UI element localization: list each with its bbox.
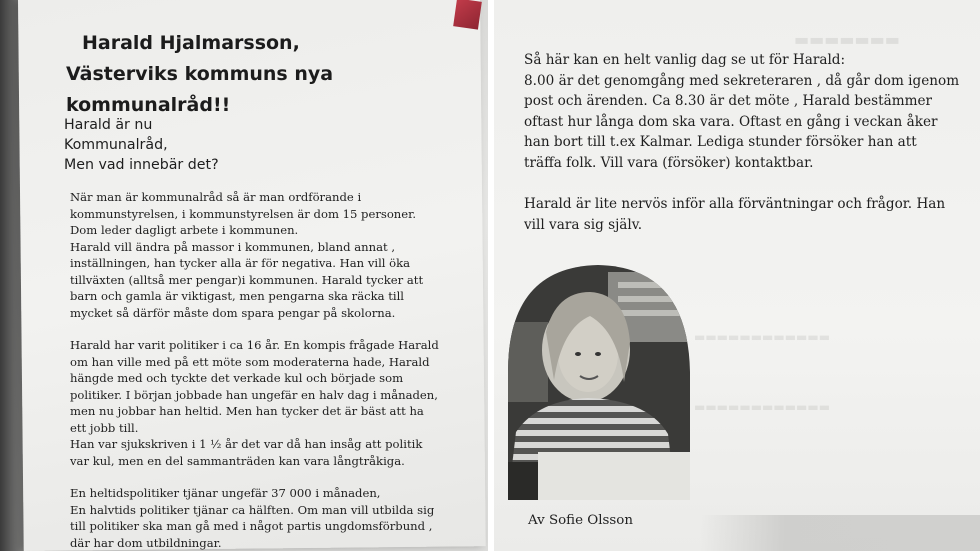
byline: Av Sofie Olsson	[528, 513, 633, 528]
title-line-3: kommunalråd!!	[66, 94, 231, 116]
right-paragraph-1: Så här kan en helt vanlig dag se ut för Harald: 8.00 är det genomgång med sekreteraren , då går dom igenom post och ärenden. Ca 8.30 är det möte , Harald bestämmer oftast hur långa dom ska vara. Oftast en gång i veckan åker han bort till t.ex Kalmar. Lediga stunder försöker han att träffa folk. Vill vara (försöker) kontaktbar.	[524, 52, 960, 171]
article-subtitle: Harald är nu Kommunalråd, Men vad innebär det?	[64, 117, 219, 173]
left-paragraph-3: En heltidspolitiker tjänar ungefär 37 000 i månaden, En halvtids politiker tjänar ca hälften. Om man vill utbilda sig till politiker ska man gå med i något partis ungdomsförbund , där har dom utbildningar.	[70, 486, 435, 550]
left-page	[0, 0, 488, 551]
show-through-text: ▬▬▬▬▬▬▬▬▬▬▬▬	[694, 400, 831, 414]
title-line-1: Harald Hjalmarsson,	[82, 32, 300, 54]
portrait-photo	[498, 262, 698, 500]
left-paragraph-1: När man är kommunalråd så är man ordförande i kommunstyrelsen, i kommunstyrelsen är dom 15 personer. Dom leder dagligt arbete i kommunen. Harald vill ändra på massor i kommunen, bland annat , inställningen, han tycker alla är för negativa. Han vill öka tillväxten (alltså mer pengar)i kommunen. Harald tycker att barn och gamla är viktigast, men pengarna ska räcka till mycket så därför måste dom spara pengar på skolorna.	[70, 190, 424, 320]
left-paragraph-2: Harald har varit politiker i ca 16 år. En kompis frågade Harald om han ville med på ett möte som moderaterna hade, Harald hängde med och tyckte det verkade kul och började som politiker. I början jobbade han ungefär en halv dag i månaden, men nu jobbar han heltid. Men han tycker det är bäst att ha ett jobb till. Han var sjukskriven i 1 ½ år det var då han insåg att politik var kul, men en del sammanträden kan vara långtråkiga.	[70, 338, 439, 468]
article-title	[66, 28, 446, 121]
right-body-text	[524, 50, 964, 256]
title-line-2: Västerviks kommuns nya	[66, 63, 334, 85]
show-through-text: ▬▬▬▬▬▬▬▬▬▬▬▬	[694, 330, 831, 344]
blurred-area	[700, 515, 980, 551]
portrait-photo-graphic	[498, 262, 698, 500]
red-tab-decoration	[453, 0, 482, 30]
left-body-text	[70, 189, 440, 551]
right-paragraph-2: Harald är lite nervös inför alla förväntningar och frågor. Han vill vara sig själv.	[524, 196, 946, 233]
show-through-text: ▬▬▬▬▬▬▬	[794, 30, 900, 49]
